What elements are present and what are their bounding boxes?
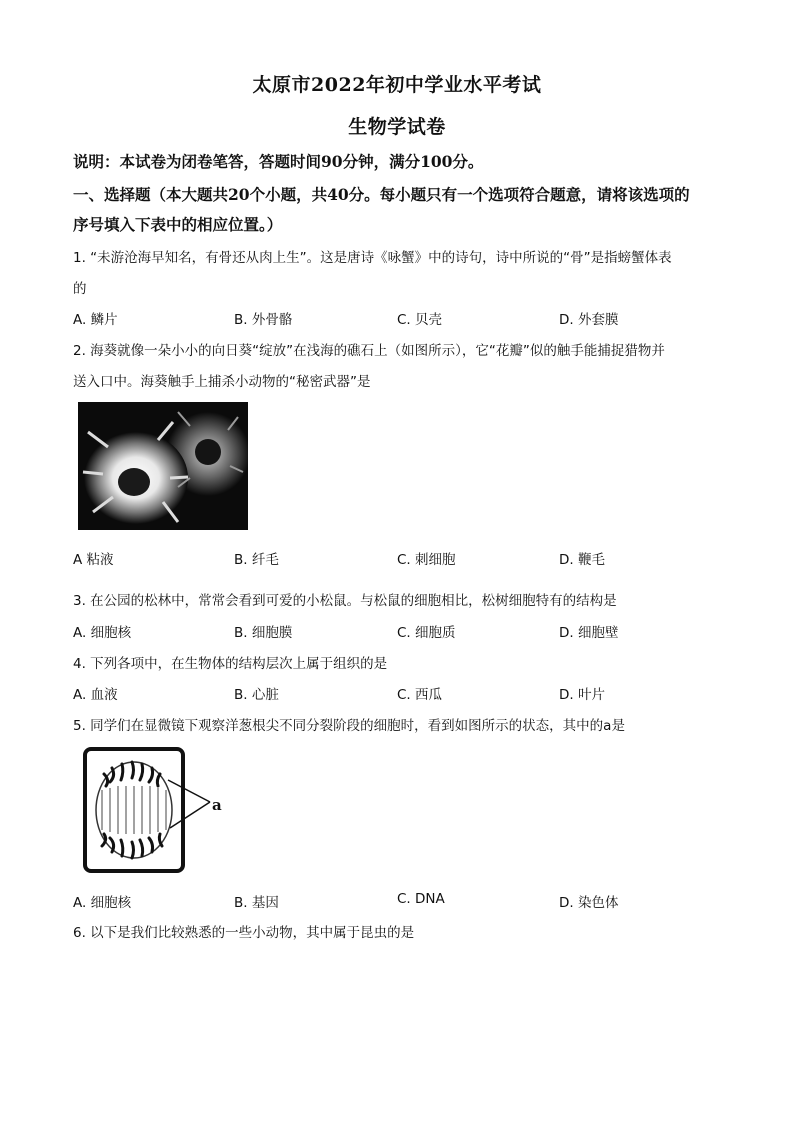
question-4-option-c: C. 西瓜 — [397, 687, 443, 703]
section-heading-line-2: 序号填入下表中的相应位置。） — [73, 215, 283, 234]
exam-subtitle: 生物学试卷 — [348, 116, 446, 138]
question-1-option-a: A. 鳞片 — [73, 312, 118, 328]
question-1-text-cont: 的 — [73, 281, 87, 297]
question-4-option-a: A. 血液 — [73, 687, 118, 703]
question-2-text-cont: 送入口中。海葵触手上捕杀小动物的“秘密武器”是 — [73, 374, 371, 390]
section-heading-line-1: 一、选择题（本大题共20个小题，共40分。每小题只有一个选项符合题意，请将该选项的 — [73, 185, 690, 204]
question-3-option-b: B. 细胞膜 — [234, 625, 293, 641]
question-2-option-d: D. 鞭毛 — [559, 552, 605, 568]
question-4-option-b: B. 心脏 — [234, 687, 279, 703]
question-2-option-b: B. 纤毛 — [234, 552, 279, 568]
figure-label-a: a — [212, 796, 222, 814]
question-3-text: 3. 在公园的松林中，常常会看到可爱的小松鼠。与松鼠的细胞相比，松树细胞特有的结构是 — [73, 593, 617, 609]
cell-division-diagram — [82, 746, 232, 874]
question-2-option-c: C. 刺细胞 — [397, 552, 456, 568]
question-2-text: 2. 海葵就像一朵小小的向日葵“绽放”在浅海的礁石上（如图所示），它“花瓣”似的触手能捕捉猎物并 — [73, 343, 665, 359]
question-1-option-c: C. 贝壳 — [397, 312, 443, 328]
question-5-option-c: C. DNA — [397, 891, 445, 907]
question-3-option-a: A. 细胞核 — [73, 625, 132, 641]
question-6-text: 6. 以下是我们比较熟悉的一些小动物，其中属于昆虫的是 — [73, 925, 415, 941]
question-5-option-a: A. 细胞核 — [73, 895, 132, 911]
question-5-option-b: B. 基因 — [234, 895, 279, 911]
question-3-option-d: D. 细胞壁 — [559, 625, 619, 641]
question-4-text: 4. 下列各项中，在生物体的结构层次上属于组织的是 — [73, 656, 388, 672]
question-5-text: 5. 同学们在显微镜下观察洋葱根尖不同分裂阶段的细胞时，看到如图所示的状态，其中的a是 — [73, 718, 625, 734]
exam-title: 太原市2022年初中学业水平考试 — [252, 74, 542, 96]
exam-instructions: 说明：本试卷为闭卷笔答，答题时间90分钟，满分100分。 — [73, 152, 484, 171]
question-3-option-c: C. 细胞质 — [397, 625, 456, 641]
question-1-text: 1. “未游沧海早知名，有骨还从肉上生”。这是唐诗《咏蟹》中的诗句，诗中所说的“骨”是指螃蟹体表 — [73, 250, 672, 266]
question-5-option-d: D. 染色体 — [559, 895, 619, 911]
question-1-option-b: B. 外骨骼 — [234, 312, 293, 328]
question-1-option-d: D. 外套膜 — [559, 312, 619, 328]
question-4-option-d: D. 叶片 — [559, 687, 605, 703]
sea-anemone-photo — [78, 402, 248, 530]
question-2-option-a: A 粘液 — [73, 552, 114, 568]
